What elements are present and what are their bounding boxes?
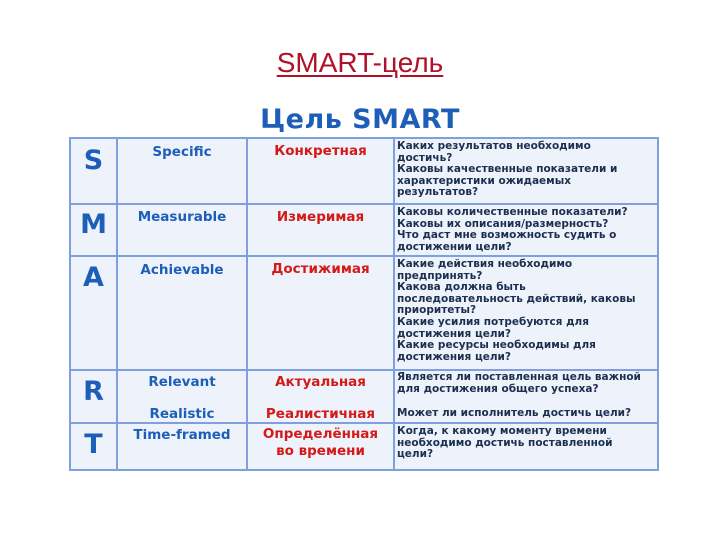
- letter-a: A: [83, 262, 104, 293]
- smart-image-title: Цель SMART: [260, 104, 460, 135]
- en-term-measurable: Measurable: [137, 209, 227, 225]
- letter-s: S: [83, 145, 104, 176]
- question-list-r-realistic: Может ли исполнитель достичь цели?: [397, 407, 632, 419]
- ru-term-relevant: Актуальная: [275, 374, 366, 390]
- letter-m: M: [80, 209, 107, 240]
- ru-term-achievable: Достижимая: [271, 261, 370, 277]
- letter-t: T: [84, 429, 103, 460]
- question-list-s: Каких результатов необходимо достичь? Каковы качественные показатели и характеристики ожидаемых результатов?: [397, 140, 618, 199]
- en-term-realistic: Realistic: [149, 406, 215, 422]
- ru-term-measurable: Измеримая: [276, 209, 365, 225]
- ru-term-time-framed: Определённая во времени: [262, 426, 379, 459]
- ru-term-specific: Конкретная: [274, 143, 367, 159]
- letter-r: R: [83, 376, 104, 407]
- ru-term-realistic: Реалистичная: [265, 406, 376, 422]
- en-term-time-framed: Time-framed: [133, 427, 231, 443]
- question-list-r-relevant: Является ли поставленная цель важной для достижения общего успеха?: [397, 371, 641, 395]
- slide-title: SMART-цель: [276, 47, 444, 78]
- en-term-relevant: Relevant: [148, 374, 216, 390]
- en-term-specific: Specific: [152, 144, 212, 160]
- smart-table: [69, 137, 659, 471]
- question-list-a: Какие действия необходимо предпринять? Какова должна быть последовательность действий, каковы приоритеты? Какие усилия потребуются для достижения цели? Какие ресурсы необходимы для достижения цели?: [397, 258, 636, 363]
- smart-row-a: [71, 255, 657, 369]
- smart-row-m: [71, 203, 657, 255]
- smart-row-r: [71, 369, 657, 424]
- en-term-achievable: Achievable: [140, 262, 224, 278]
- smart-row-s: [71, 139, 657, 203]
- question-list-t: Когда, к какому моменту времени необходимо достичь поставленной цели?: [397, 425, 613, 461]
- smart-row-t: [71, 422, 657, 471]
- question-list-m: Каковы количественные показатели? Каковы их описания/размерность? Что даст мне возможность судить о достижении цели?: [397, 206, 628, 253]
